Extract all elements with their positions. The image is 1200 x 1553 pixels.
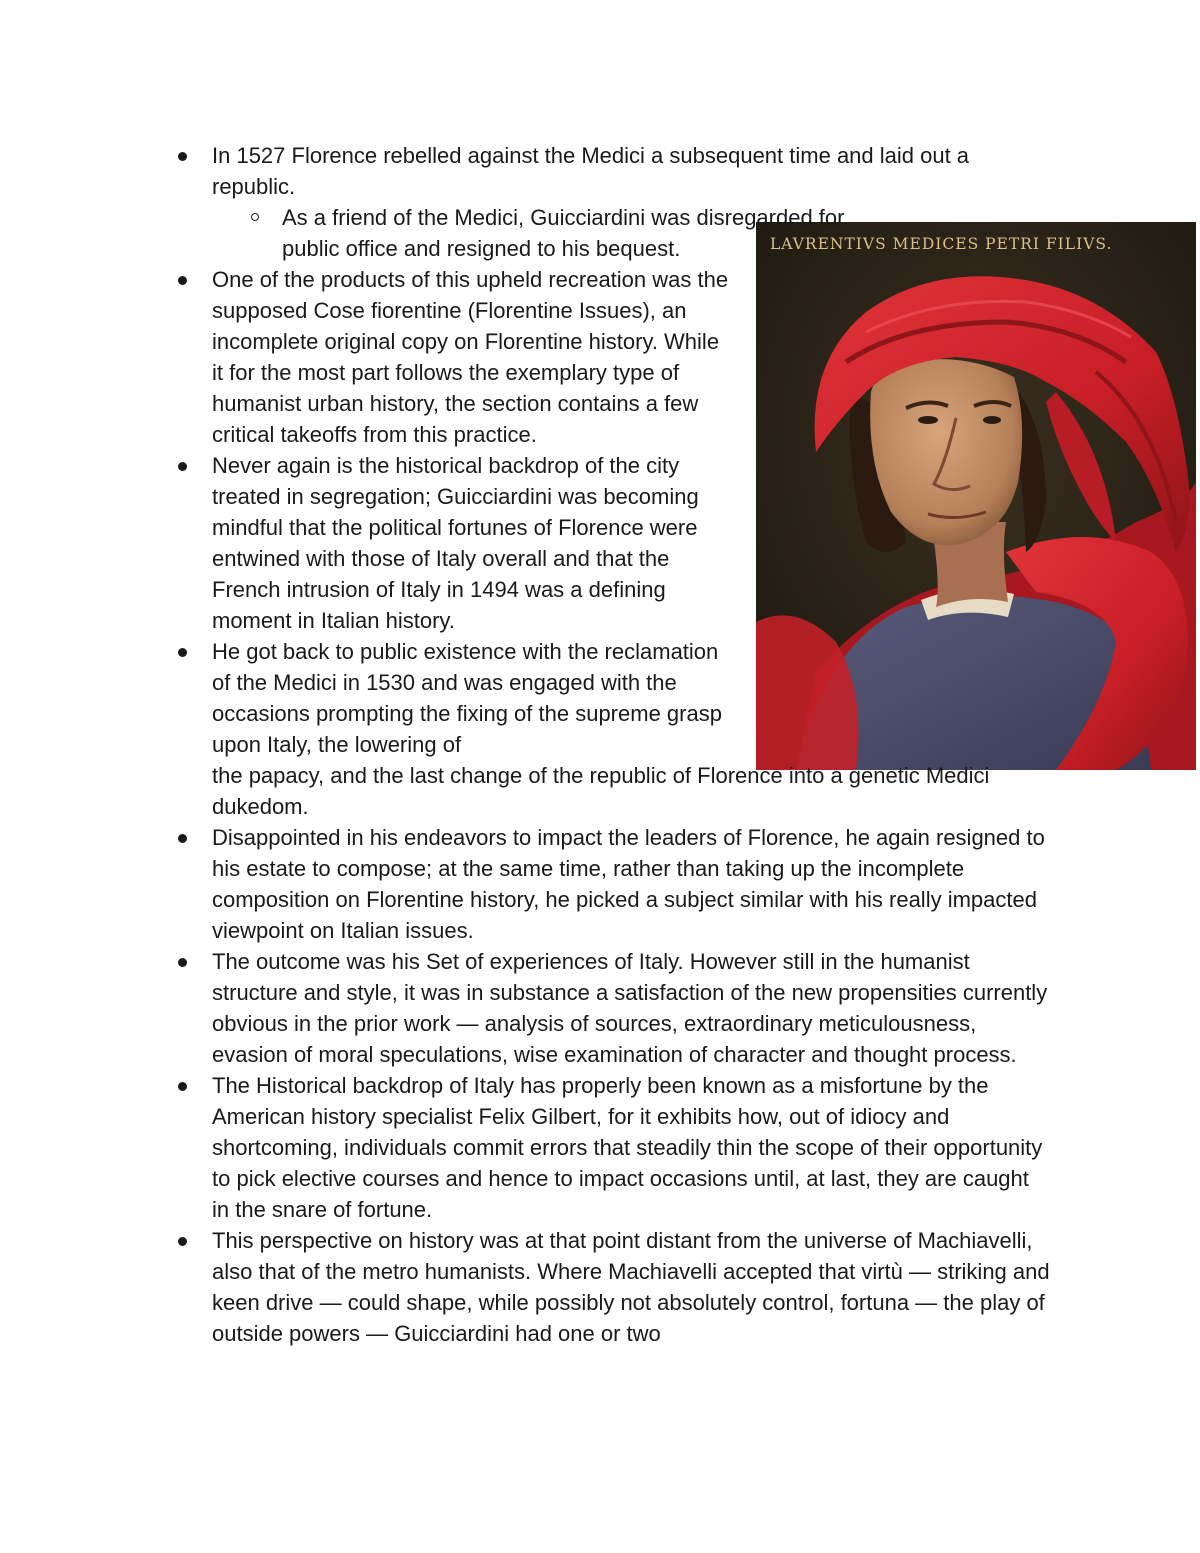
bullet-icon <box>178 276 187 285</box>
bullet-list <box>0 140 1200 1349</box>
bullet-text: One of the products of this upheld recreation was the supposed Cose fiorentine (Florentine Issues), an incomplete original copy on Florentine history. While it for the most part follows the exemplary type of humanist urban history, the section contains a few critical takeoffs from this practice. <box>212 267 729 447</box>
bullet-text: Disappointed in his endeavors to impact the leaders of Florence, he again resigned to his estate to compose; at the same time, rather than taking up the incomplete composition on Florentine history, he picked a subject similar with his really impacted viewpoint on Italian issues. <box>212 825 1045 943</box>
sub-list <box>212 202 1200 264</box>
list-item <box>0 264 1200 450</box>
list-item <box>0 1070 1200 1225</box>
bullet-text: This perspective on history was at that point distant from the universe of Machiavelli, also that of the metro humanists. Where Machiavelli accepted that virtù — striking and keen drive — could shape, while possibly not absolutely control, fortuna — the play of outside powers — Guicciardini had one or two <box>212 1228 1050 1346</box>
bullet-text-continued: the papacy, and the last change of the republic of Florence into a genetic Medici dukedom. <box>212 763 990 819</box>
list-item <box>0 140 1200 264</box>
sub-list-item <box>212 202 1200 264</box>
bullet-icon <box>178 834 187 843</box>
list-item <box>0 946 1200 1070</box>
sub-bullet-text: As a friend of the Medici, Guicciardini was disregarded for public office and resigned to his bequest. <box>282 205 845 261</box>
bullet-icon <box>178 152 187 161</box>
bullet-icon <box>178 958 187 967</box>
bullet-icon <box>178 1237 187 1246</box>
list-item <box>0 636 1200 822</box>
bullet-text: He got back to public existence with the reclamation of the Medici in 1530 and was engaged with the occasions prompting the fixing of the supreme grasp upon Italy, the lowering of <box>212 639 722 757</box>
bullet-text: The outcome was his Set of experiences of Italy. However still in the humanist structure and style, it was in substance a satisfaction of the new propensities currently obvious in the prior work — analysis of sources, extraordinary meticulousness, evasion of moral speculations, wise examination of character and thought process. <box>212 949 1048 1067</box>
bullet-text: Never again is the historical backdrop of the city treated in segregation; Guicciardini was becoming mindful that the political fortunes of Florence were entwined with those of Italy overall and that the French intrusion of Italy in 1494 was a defining moment in Italian history. <box>212 453 699 633</box>
bullet-text: In 1527 Florence rebelled against the Medici a subsequent time and laid out a republic. <box>212 143 970 199</box>
list-item <box>0 450 1200 636</box>
list-item <box>0 1225 1200 1349</box>
bullet-icon <box>178 462 187 471</box>
circle-bullet-icon <box>251 213 259 221</box>
portrait-inscription: LAVRENTIVS MEDICES PETRI FILIVS. <box>770 235 1113 253</box>
document-body <box>0 140 1200 1349</box>
bullet-icon <box>178 1082 187 1091</box>
list-item <box>0 822 1200 946</box>
bullet-icon <box>178 648 187 657</box>
bullet-text: The Historical backdrop of Italy has properly been known as a misfortune by the American history specialist Felix Gilbert, for it exhibits how, out of idiocy and shortcoming, individuals commit errors that steadily thin the scope of their opportunity to pick elective courses and hence to impact occasions until, at last, they are caught in the snare of fortune. <box>212 1073 1043 1222</box>
